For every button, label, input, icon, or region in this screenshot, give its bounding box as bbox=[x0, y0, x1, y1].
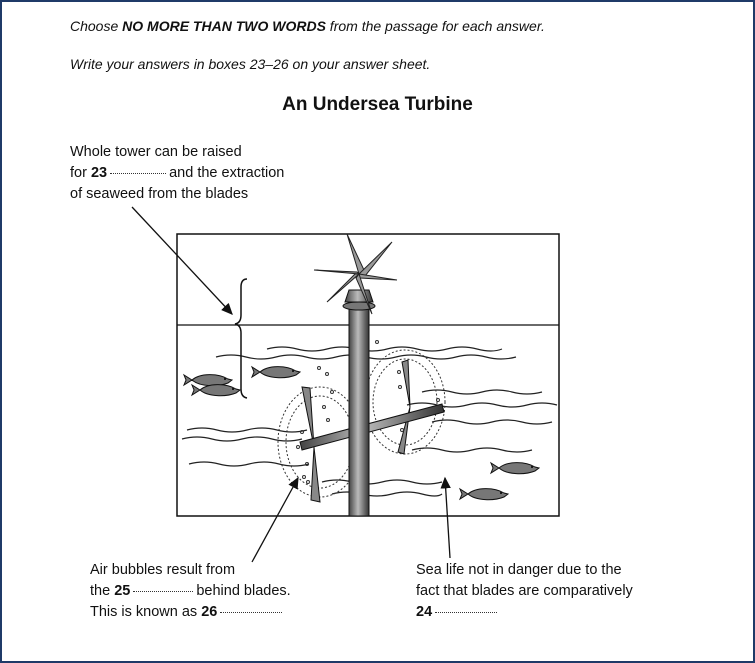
instruction-line-1: Choose NO MORE THAN TWO WORDS from the passage for each answer. bbox=[70, 18, 545, 34]
diagram-title: An Undersea Turbine bbox=[282, 94, 473, 115]
raise-bracket bbox=[235, 279, 247, 398]
arrow-top bbox=[132, 207, 232, 314]
label-br-line-1: Sea life not in danger due to the bbox=[416, 562, 622, 578]
rotor-right bbox=[365, 350, 445, 454]
label-br-line-2: fact that blades are comparatively bbox=[416, 583, 633, 599]
label-top-line-2: for 23 and the extraction bbox=[70, 165, 285, 181]
label-top-line-3: of seaweed from the blades bbox=[70, 186, 249, 202]
turbine-diagram bbox=[2, 2, 753, 661]
label-bl-line-2: the 25 behind blades. bbox=[90, 583, 291, 599]
instruction-line-2: Write your answers in boxes 23–26 on your answer sheet. bbox=[70, 56, 431, 72]
label-br-line-3: 24 bbox=[416, 602, 500, 623]
label-bl-line-3: This is known as 26 bbox=[90, 602, 285, 623]
rotor-shaft bbox=[300, 404, 444, 450]
label-bl-line-1: Air bubbles result from bbox=[90, 562, 236, 578]
label-top-line-1: Whole tower can be raised bbox=[70, 144, 242, 160]
arrow-bottom-left bbox=[252, 478, 298, 562]
arrow-bottom-right bbox=[445, 478, 450, 558]
tower bbox=[349, 307, 369, 516]
